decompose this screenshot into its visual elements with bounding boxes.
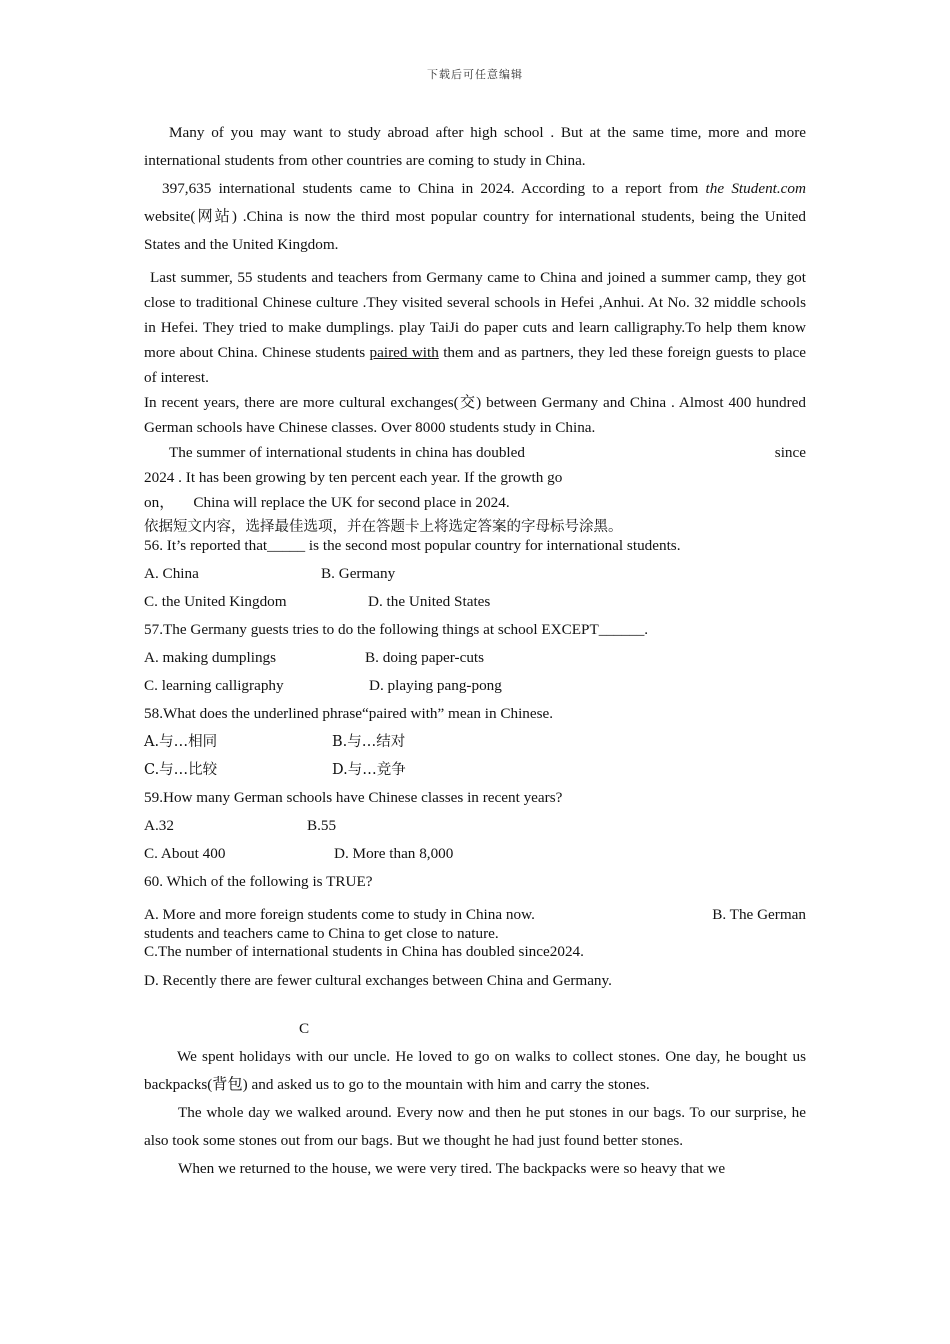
page-header-note: 下载后可任意编辑 <box>427 69 523 81</box>
option-56-d: D. the United States <box>368 593 491 610</box>
option-60-b-start: B. The German <box>712 906 806 923</box>
question-59-options-row-1 <box>144 812 806 840</box>
passage-b <box>144 119 806 540</box>
option-56-b: B. Germany <box>321 565 396 582</box>
option-59-a: A.32 <box>144 817 174 834</box>
question-60-options-ab <box>144 906 806 925</box>
option-59-b: B.55 <box>307 817 337 834</box>
passage-b-paragraph-5-line-2: 2024 . It has been growing by ten percent each year. If the growth go <box>144 469 563 486</box>
question-56-options-row-2 <box>144 588 806 616</box>
question-58-options-row-2 <box>144 756 806 784</box>
passage-b-paragraph-2: 397,635 international students came to China in 2024. According to a report from the Student.com website(网站) .China is now the third most popular country for international students, being the United States and the United Kingdom. <box>144 180 806 253</box>
option-59-c: C. About 400 <box>144 845 226 862</box>
option-60-b-rest: students and teachers came to China to get close to nature. <box>144 924 499 942</box>
question-56-stem: 56. It’s reported that_____ is the second most popular country for international students. <box>144 537 681 554</box>
passage-c-paragraph-2: The whole day we walked around. Every now and then he put stones in our bags. To our surprise, he also took some stones out from our bags. But we thought he had just found better stones. <box>144 1104 806 1149</box>
passage-b-paragraph-4: In recent years, there are more cultural exchanges(交) between Germany and China . Almost 400 hundred German schools have Chinese classes. Over 8000 students study in China. <box>144 394 806 436</box>
question-57-options-row-1 <box>144 644 806 672</box>
option-57-c: C. learning calligraphy <box>144 677 284 694</box>
question-57-options-row-2 <box>144 672 806 700</box>
question-57-stem: 57.The Germany guests tries to do the following things at school EXCEPT______. <box>144 621 649 638</box>
option-57-b: B. doing paper-cuts <box>365 649 485 666</box>
passage-b-paragraph-1: Many of you may want to study abroad after high school . But at the same time, more and more international students from other countries are coming to study in China. <box>144 124 806 169</box>
option-58-a: A.与…相同 <box>144 734 218 750</box>
option-60-d: D. Recently there are fewer cultural exchanges between China and Germany. <box>144 971 612 989</box>
passage-b-paragraph-5-line-3: on， China will replace the UK for second place in 2024. <box>144 494 510 511</box>
passage-c <box>144 1015 806 1183</box>
question-59-options-row-2 <box>144 840 806 868</box>
option-60-c: C.The number of international students in China has doubled since2024. <box>144 943 584 960</box>
passage-c-label: C <box>299 1020 310 1037</box>
option-57-a: A. making dumplings <box>144 649 277 666</box>
underlined-phrase: paired with <box>369 344 439 361</box>
passage-c-paragraph-1: We spent holidays with our uncle. He loved to go on walks to collect stones. One day, he bought us backpacks(背包) and asked us to go to the mountain with him and carry the stones. <box>144 1048 806 1093</box>
option-58-d: D.与…竞争 <box>332 762 406 778</box>
question-56-options-row-1 <box>144 560 806 588</box>
passage-b-paragraph-5-line-1: The summer of international students in china has doubled since <box>169 444 806 461</box>
option-56-a: A. China <box>144 565 199 582</box>
question-59-stem: 59.How many German schools have Chinese classes in recent years? <box>144 789 563 806</box>
option-58-b: B.与…结对 <box>332 734 406 750</box>
question-58-stem: 58.What does the underlined phrase“paired with” mean in Chinese. <box>144 705 554 722</box>
option-57-d: D. playing pang-pong <box>369 677 502 694</box>
question-60-stem: 60. Which of the following is TRUE? <box>144 873 373 890</box>
passage-c-paragraph-3: When we returned to the house, we were very tired. The backpacks were so heavy that we <box>178 1160 726 1177</box>
option-60-a: A. More and more foreign students come to study in China now. <box>144 906 535 923</box>
option-56-c: C. the United Kingdom <box>144 593 287 610</box>
option-59-d: D. More than 8,000 <box>334 845 454 862</box>
website-name: the Student.com <box>705 180 806 197</box>
question-58-options-row-1 <box>144 728 806 756</box>
passage-b-paragraph-3: Last summer, 55 students and teachers from Germany came to China and joined a summer camp, they got close to traditional Chinese culture .They visited several schools in Hefei ,Anhui. At No. 32 middle schools in Hefei. They tried to make dumplings. play TaiJi do paper cuts and learn calligraphy.To help them know more about China. Chinese students paired with them and as partners, they led these foreign guests to place of interest. <box>144 269 807 386</box>
instructions: 依据短文内容，选择最佳选项，并在答题卡上将选定答案的字母标号涂黑。 <box>144 519 623 535</box>
questions <box>144 532 806 990</box>
option-58-c: C.与…比较 <box>144 762 218 778</box>
